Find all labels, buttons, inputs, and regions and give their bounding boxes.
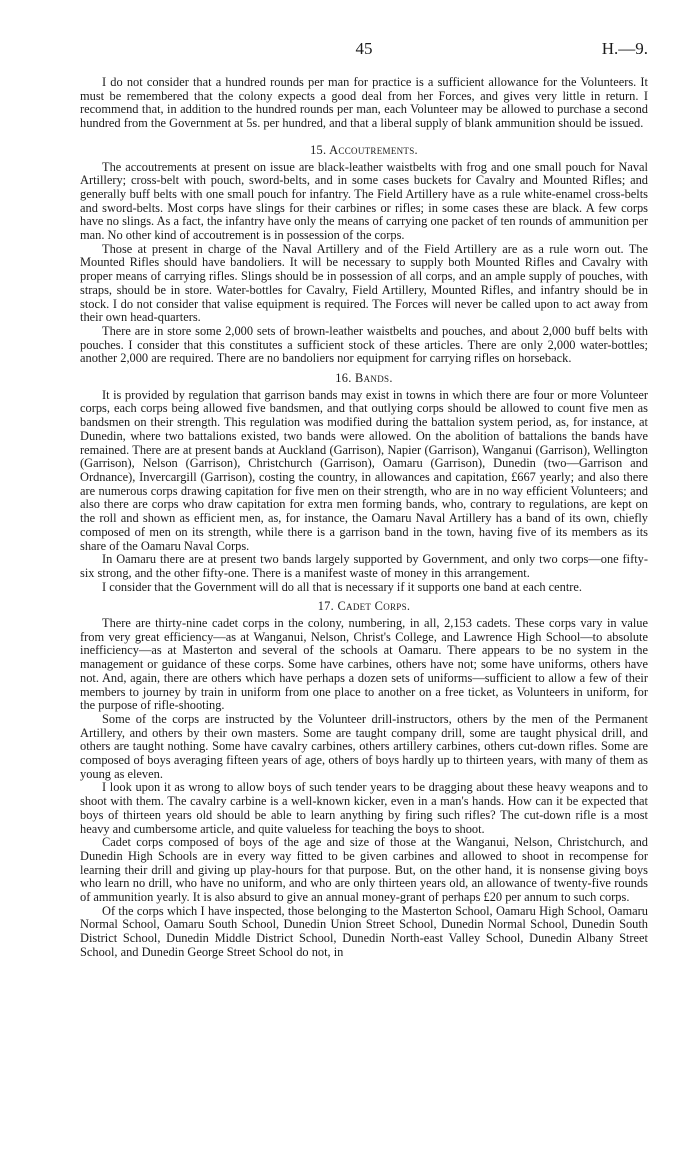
paragraph: There are in store some 2,000 sets of brown-leather waistbelts and pouches, and about 2,000 buff belts with pouches. I consider that this constitutes a sufficient stock of these articles. There are only 2,000 water-bottles; another 2,000 are required. There are no bandoliers nor equipment for carrying rifles on horseback. xyxy=(80,323,648,366)
document-reference: H.—9. xyxy=(601,39,648,58)
paragraph: Those at present in charge of the Naval Artillery and of the Field Artillery are as a rule worn out. The Mounted Rifles should have bandoliers. It will be necessary to supply both Mounted Rifles and Cavalry with proper means of carrying rifles. Slings should be in possession of all corps, and an ample supply of pouches, with straps, should be in store. Water-bottles for Cavalry, Field Artillery, Mounted Rifles, and infantry should be in stock. I do not consider that valise equipment is required. The Forces will never be called upon to act away from their own head-quarters. xyxy=(80,241,648,325)
paragraph: There are thirty-nine cadet corps in the colony, numbering, in all, 2,153 cadets. These corps vary in value from very great efficiency—as at Wanganui, Nelson, Christ's College, and Lawrence High School—to absolute inefficiency—as at Masterton and several of the schools at Oamaru. There appears to be no system in the management or guidance of these corps. Some have carbines, others have not; some have uniforms, others have not. And, again, there are others which have perhaps a dozen sets of uniforms—sufficient to allow a few of their members to journey by train in uniform from one place to another on a free ticket, as Volunteers in uniform, for the purpose of rifle-shooting. xyxy=(80,616,648,713)
paragraph: Cadet corps composed of boys of the age and size of those at the Wanganui, Nelson, Christchurch, and Dunedin High Schools are in every way fitted to be given carbines and allowed to shoot in recompense for learning their drill and giving up play-hours for that purpose. But, on the other hand, it is nonsense giving boys who learn no drill, who have no uniform, and who are only thirteen years old, an allowance of twenty-five rounds of ammunition yearly. It is also absurd to give an annual money-grant of perhaps £20 per annum to such corps. xyxy=(80,835,648,905)
section-heading: 17. Cadet Corps. xyxy=(317,599,411,614)
section-heading: 16. Bands. xyxy=(335,371,393,386)
page-number: 45 xyxy=(355,39,373,58)
section-bands xyxy=(80,372,648,594)
paragraph: Of the corps which I have inspected, those belonging to the Masterton School, Oamaru High School, Oamaru Normal School, Oamaru South School, Dunedin Union Street School, Dunedin Normal School, Dunedin South District School, Dunedin Middle District School, Dunedin North-east Valley School, Dunedin Albany Street School, and Dunedin George Street School do not, in xyxy=(80,903,648,959)
paragraph: I consider that the Government will do all that is necessary if it supports one band at each centre. xyxy=(102,579,582,594)
paragraph: Some of the corps are instructed by the Volunteer drill-instructors, others by the men of the Permanent Artillery, and others by their own masters. Some are taught company drill, some are taught physical drill, and others are taught nothing. Some have cavalry carbines, others artillery carbines, others cut-down rifles. Some are composed of boys averaging fifteen years of age, others of boys hardly up to thirteen years, with many of them as young as eleven. xyxy=(80,711,648,781)
paragraph: The accoutrements at present on issue are black-leather waistbelts with frog and one small pouch for Naval Artillery; cross-belt with pouch, sword-belts, and in some cases buckets for Cavalry and Mounted Rifles; and generally buff belts with one small pouch for infantry. The Field Artillery have as a rule white-enamel cross-belts and sword-belts. Most corps have slings for their carbines or rifles; in some cases these are black. A few corps have no slings. As a fact, the infantry have only the means of carrying one packet of ten rounds of ammunition per man. No other kind of accoutrement is in possession of the corps. xyxy=(80,159,648,243)
page-header xyxy=(80,39,648,66)
paragraph: In Oamaru there are at present two bands largely supported by Government, and only two corps—one fifty-six strong, and the other fifty-one. There is a manifest waste of money in this arrangement. xyxy=(80,552,648,580)
section-heading: 15. Accoutrements. xyxy=(310,142,418,157)
paragraph: I look upon it as wrong to allow boys of such tender years to be dragging about these heavy weapons and to shoot with them. The cavalry carbine is a well-known kicker, even in a man's hands. How can it be expected that boys of thirteen years old should be able to learn anything by firing such rifles? The cut-down rifle is a most heavy and cumbersome article, and quite valueless for teaching the boys to shoot. xyxy=(80,780,648,836)
intro-block xyxy=(80,76,648,131)
section-accoutrements xyxy=(80,144,648,366)
paragraph: I do not consider that a hundred rounds per man for practice is a sufficient allowance for the Volunteers. It must be remembered that the colony expects a good deal from her Forces, and gives very little in return. I recommend that, in addition to the hundred rounds per man, each Volunteer may be allowed to purchase a second hundred from the Government at 5s. per hundred, and that a liberal supply of blank ammunition should be issued. xyxy=(80,75,648,131)
paragraph: It is provided by regulation that garrison bands may exist in towns in which there are four or more Volunteer corps, each corps being allowed five bandsmen, and that outlying corps should be allowed to count five men as bandsmen on their strength. This regulation was modified during the battalion system period, as, for instance, at Dunedin, where two battalions existed, two bands were allowed. On the abolition of battalions the bands have remained. There are at present bands at Auckland (Garrison), Napier (Garrison), Wanganui (Garrison), Wellington (Garrison), Nelson (Garrison), Christchurch (Garrison), Oamaru (Garrison), Dunedin (two—Garrison and Ordnance), Invercargill (Garrison), costing the country, in allowances and capitation, £667 yearly; and also there are numerous corps drawing capitation for five men on their strength, who are in no way efficient Volunteers; and also there are corps who draw capitation for extra men forming bands, who, contrary to regulations, are kept on the roll and shown as efficient men, as, for instance, the Oamaru Naval Artillery has a band of its own, chiefly composed of men on its strength, while there is a garrison band in the town, having five of its members as its share of the Oamaru Naval Corps. xyxy=(80,387,648,553)
section-cadet-corps xyxy=(80,600,648,959)
